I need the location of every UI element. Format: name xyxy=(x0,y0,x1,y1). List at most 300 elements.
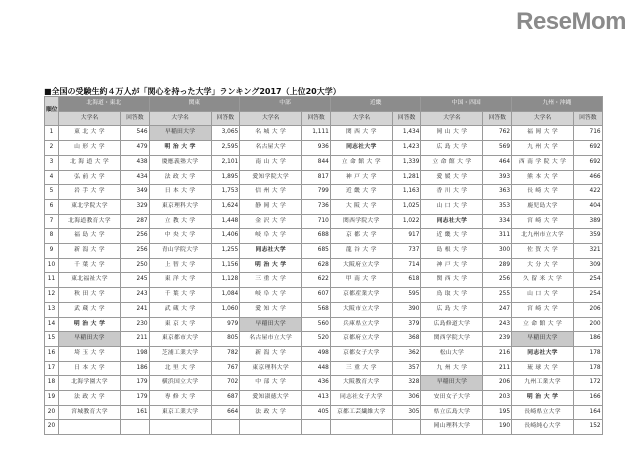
university-name-cell: 立 命 館 大 学 xyxy=(512,317,574,332)
response-count-cell: 799 xyxy=(302,185,331,200)
university-name-cell: 立 命 館 大 学 xyxy=(421,155,483,170)
university-name-cell: 静 岡 大 学 xyxy=(240,199,302,214)
university-name-cell: 東京理科大学 xyxy=(149,199,211,214)
school-column-header: 大学名 xyxy=(330,111,392,126)
rank-cell: 13 xyxy=(45,302,59,317)
university-name-cell: 岡 山 大 学 xyxy=(421,126,483,141)
response-count-cell: 305 xyxy=(392,405,421,420)
table-row xyxy=(45,141,603,156)
university-name-cell: 九 州 大 学 xyxy=(421,361,483,376)
ranking-table xyxy=(44,96,603,435)
university-name-cell: 県立広島大学 xyxy=(421,405,483,420)
rank-cell: 15 xyxy=(45,332,59,347)
response-count-cell: 568 xyxy=(302,302,331,317)
response-count-cell: 243 xyxy=(483,317,512,332)
rank-header: 順位 xyxy=(45,97,59,126)
rank-cell: 12 xyxy=(45,288,59,303)
university-name-cell: 山 口 大 学 xyxy=(512,288,574,303)
university-name-cell: 早稲田大学 xyxy=(59,332,121,347)
university-name-cell: 日 本 大 学 xyxy=(149,185,211,200)
university-name-cell: 佐 賀 大 学 xyxy=(512,244,574,259)
university-name-cell: 九州工業大学 xyxy=(512,376,574,391)
university-name-cell: 横浜国立大学 xyxy=(149,376,211,391)
ranking-body xyxy=(45,126,603,435)
university-name-cell: 同志社大学 xyxy=(512,346,574,361)
response-count-cell: 687 xyxy=(211,391,240,406)
response-count-cell: 190 xyxy=(483,420,512,435)
response-count-cell: 767 xyxy=(211,361,240,376)
university-name-cell: 大 分 大 学 xyxy=(512,258,574,273)
rank-cell: 11 xyxy=(45,273,59,288)
response-count-cell: 390 xyxy=(392,302,421,317)
count-column-header: 回答数 xyxy=(574,111,603,126)
response-count-cell: 363 xyxy=(483,185,512,200)
table-row xyxy=(45,317,603,332)
response-count-cell: 309 xyxy=(574,258,603,273)
response-count-cell: 434 xyxy=(121,170,150,185)
response-count-cell: 211 xyxy=(121,332,150,347)
university-name-cell: 大阪教育大学 xyxy=(330,376,392,391)
response-count-cell xyxy=(211,420,240,435)
table-row xyxy=(45,229,603,244)
response-count-cell: 628 xyxy=(302,258,331,273)
response-count-cell: 692 xyxy=(574,155,603,170)
rank-cell: 10 xyxy=(45,258,59,273)
university-name-cell: 北 里 大 学 xyxy=(149,361,211,376)
university-name-cell: 東京都市大学 xyxy=(149,332,211,347)
response-count-cell: 166 xyxy=(574,391,603,406)
response-count-cell: 702 xyxy=(211,376,240,391)
table-row xyxy=(45,273,603,288)
response-count-cell: 405 xyxy=(302,405,331,420)
response-count-cell: 622 xyxy=(302,273,331,288)
university-name-cell: 三 重 大 学 xyxy=(330,361,392,376)
university-name-cell: 千 葉 大 学 xyxy=(59,258,121,273)
university-name-cell: 東 京 大 学 xyxy=(149,317,211,332)
response-count-cell: 289 xyxy=(483,258,512,273)
response-count-cell: 241 xyxy=(121,302,150,317)
response-count-cell: 206 xyxy=(574,302,603,317)
response-count-cell: 362 xyxy=(392,346,421,361)
university-name-cell: 千 葉 大 学 xyxy=(149,288,211,303)
university-name-cell: 関 西 大 学 xyxy=(330,126,392,141)
response-count-cell: 161 xyxy=(121,405,150,420)
university-name-cell: 早稲田大学 xyxy=(240,317,302,332)
university-name-cell: 京都工芸繊維大学 xyxy=(330,405,392,420)
response-count-cell: 216 xyxy=(483,346,512,361)
university-name-cell: 広 島 大 学 xyxy=(421,302,483,317)
rank-cell: 20 xyxy=(45,405,59,420)
university-name-cell: 立 命 館 大 学 xyxy=(330,155,392,170)
response-count-cell: 1,434 xyxy=(392,126,421,141)
university-name-cell: 埼 玉 大 学 xyxy=(59,346,121,361)
university-name-cell: 宮 崎 大 学 xyxy=(512,214,574,229)
university-name-cell: 近 畿 大 学 xyxy=(421,229,483,244)
university-name-cell: 宮城教育大学 xyxy=(59,405,121,420)
university-name-cell: 京都女子大学 xyxy=(330,346,392,361)
university-name-cell: 松山大学 xyxy=(421,346,483,361)
rank-cell: 17 xyxy=(45,361,59,376)
response-count-cell: 203 xyxy=(483,391,512,406)
response-count-cell: 1,163 xyxy=(392,185,421,200)
response-count-cell: 357 xyxy=(392,361,421,376)
university-name-cell: 武 蔵 大 学 xyxy=(149,302,211,317)
university-name-cell xyxy=(149,420,211,435)
table-row xyxy=(45,258,603,273)
university-name-cell: 京都産業大学 xyxy=(330,288,392,303)
response-count-cell: 321 xyxy=(574,244,603,259)
university-name-cell: 金 沢 大 学 xyxy=(240,214,302,229)
university-name-cell: 愛 媛 大 学 xyxy=(421,170,483,185)
university-name-cell: 岐 阜 大 学 xyxy=(240,229,302,244)
rank-cell: 16 xyxy=(45,346,59,361)
rank-cell: 18 xyxy=(45,376,59,391)
response-count-cell: 737 xyxy=(392,244,421,259)
region-header: 中部 xyxy=(240,97,331,112)
response-count-cell: 334 xyxy=(483,214,512,229)
region-header: 中国・四国 xyxy=(421,97,512,112)
university-name-cell xyxy=(59,420,121,435)
university-name-cell: 愛知淑徳大学 xyxy=(240,391,302,406)
response-count-cell: 710 xyxy=(302,214,331,229)
university-name-cell: 秋 田 大 学 xyxy=(59,288,121,303)
response-count-cell: 1,022 xyxy=(392,214,421,229)
response-count-cell: 379 xyxy=(392,317,421,332)
response-count-cell: 1,423 xyxy=(392,141,421,156)
rank-cell: 7 xyxy=(45,214,59,229)
university-name-cell: 北海道教育大学 xyxy=(59,214,121,229)
response-count-cell: 256 xyxy=(483,273,512,288)
response-count-cell: 1,084 xyxy=(211,288,240,303)
rank-cell: 1 xyxy=(45,126,59,141)
response-count-cell: 436 xyxy=(302,376,331,391)
table-row xyxy=(45,170,603,185)
university-name-cell: 長 崎 大 学 xyxy=(512,185,574,200)
university-name-cell: 名古屋市立大学 xyxy=(240,332,302,347)
response-count-cell: 254 xyxy=(574,288,603,303)
university-name-cell: 福 岡 大 学 xyxy=(512,126,574,141)
rank-cell: 2 xyxy=(45,141,59,156)
university-name-cell: 兵庫県立大学 xyxy=(330,317,392,332)
response-count-cell: 1,281 xyxy=(392,170,421,185)
university-name-cell: 西 南 学 院 大 学 xyxy=(512,155,574,170)
response-count-cell: 817 xyxy=(302,170,331,185)
university-name-cell: 岡山理科大学 xyxy=(421,420,483,435)
rank-cell: 3 xyxy=(45,155,59,170)
university-name-cell: 同志社女子大学 xyxy=(330,391,392,406)
table-row xyxy=(45,391,603,406)
university-name-cell: 東京工業大学 xyxy=(149,405,211,420)
university-name-cell: 専 修 大 学 xyxy=(149,391,211,406)
table-row xyxy=(45,346,603,361)
response-count-cell: 714 xyxy=(392,258,421,273)
university-name-cell: 大阪市立大学 xyxy=(330,302,392,317)
region-header-row xyxy=(45,97,603,112)
response-count-cell xyxy=(302,420,331,435)
region-header: 九州・沖縄 xyxy=(512,97,603,112)
university-name-cell: 東 北 大 学 xyxy=(59,126,121,141)
response-count-cell xyxy=(121,420,150,435)
response-count-cell: 1,128 xyxy=(211,273,240,288)
school-column-header: 大学名 xyxy=(59,111,121,126)
university-name-cell: 広 島 大 学 xyxy=(421,141,483,156)
response-count-cell: 569 xyxy=(483,141,512,156)
response-count-cell: 692 xyxy=(574,141,603,156)
response-count-cell: 311 xyxy=(483,229,512,244)
response-count-cell: 2,595 xyxy=(211,141,240,156)
response-count-cell: 1,895 xyxy=(211,170,240,185)
response-count-cell: 2,101 xyxy=(211,155,240,170)
response-count-cell: 245 xyxy=(121,273,150,288)
region-header: 北海道・東北 xyxy=(59,97,150,112)
table-title: ■全国の受験生約４万人が「関心を持った大学」ランキング2017（上位20大学） xyxy=(44,87,341,96)
response-count-cell: 1,111 xyxy=(302,126,331,141)
university-name-cell: 法 政 大 学 xyxy=(59,391,121,406)
response-count-cell: 206 xyxy=(483,376,512,391)
university-name-cell: 大阪府立大学 xyxy=(330,258,392,273)
response-count-cell: 393 xyxy=(483,170,512,185)
university-name-cell: 武 蔵 大 学 xyxy=(59,302,121,317)
university-name-cell: 青山学院大学 xyxy=(149,244,211,259)
table-row xyxy=(45,199,603,214)
table-row xyxy=(45,185,603,200)
response-count-cell: 607 xyxy=(302,288,331,303)
count-column-header: 回答数 xyxy=(392,111,421,126)
university-name-cell: 岐 阜 大 学 xyxy=(240,288,302,303)
response-count-cell: 464 xyxy=(483,155,512,170)
university-name-cell: 北九州市立大学 xyxy=(512,229,574,244)
response-count-cell: 413 xyxy=(302,391,331,406)
response-count-cell: 805 xyxy=(211,332,240,347)
response-count-cell: 422 xyxy=(574,185,603,200)
response-count-cell: 186 xyxy=(574,332,603,347)
response-count-cell: 329 xyxy=(121,199,150,214)
response-count-cell: 198 xyxy=(121,346,150,361)
response-count-cell: 254 xyxy=(574,273,603,288)
university-name-cell: 慶應義塾大学 xyxy=(149,155,211,170)
university-name-cell: 東北学院大学 xyxy=(59,199,121,214)
university-name-cell: 島 根 大 学 xyxy=(421,244,483,259)
university-name-cell: 同志社大学 xyxy=(240,244,302,259)
university-name-cell: 九 州 大 学 xyxy=(512,141,574,156)
university-name-cell: 関西学院大学 xyxy=(330,214,392,229)
response-count-cell: 211 xyxy=(483,361,512,376)
table-row xyxy=(45,332,603,347)
school-column-header: 大学名 xyxy=(512,111,574,126)
response-count-cell: 178 xyxy=(574,346,603,361)
university-name-cell: 北海学園大学 xyxy=(59,376,121,391)
school-column-header: 大学名 xyxy=(421,111,483,126)
university-name-cell: 大 阪 大 学 xyxy=(330,199,392,214)
university-name-cell: 中 部 大 学 xyxy=(240,376,302,391)
university-name-cell: 長崎県立大学 xyxy=(512,405,574,420)
university-name-cell: 愛知学院大学 xyxy=(240,170,302,185)
university-name-cell: 明 治 大 学 xyxy=(512,391,574,406)
response-count-cell: 448 xyxy=(302,361,331,376)
university-name-cell: 弘 前 大 学 xyxy=(59,170,121,185)
response-count-cell: 195 xyxy=(483,405,512,420)
response-count-cell: 546 xyxy=(121,126,150,141)
table-row xyxy=(45,361,603,376)
response-count-cell: 306 xyxy=(392,391,421,406)
university-name-cell: 宮 崎 大 学 xyxy=(512,302,574,317)
university-name-cell: 愛 知 大 学 xyxy=(240,302,302,317)
rank-cell: 8 xyxy=(45,229,59,244)
rank-cell: 4 xyxy=(45,170,59,185)
university-name-cell: 早稲田大学 xyxy=(421,376,483,391)
university-name-cell: 明 治 大 学 xyxy=(240,258,302,273)
response-count-cell: 618 xyxy=(392,273,421,288)
table-row xyxy=(45,155,603,170)
university-name-cell: 神 戸 大 学 xyxy=(330,170,392,185)
university-name-cell: 長崎純心大学 xyxy=(512,420,574,435)
university-name-cell: 信 州 大 学 xyxy=(240,185,302,200)
rank-cell: 19 xyxy=(45,391,59,406)
university-name-cell: 神 戸 大 学 xyxy=(421,258,483,273)
university-name-cell: 明 治 大 学 xyxy=(59,317,121,332)
response-count-cell: 389 xyxy=(574,214,603,229)
response-count-cell: 936 xyxy=(302,141,331,156)
university-name-cell: 鹿児島大学 xyxy=(512,199,574,214)
university-name-cell: 上 智 大 学 xyxy=(149,258,211,273)
university-name-cell: 東 洋 大 学 xyxy=(149,273,211,288)
response-count-cell: 782 xyxy=(211,346,240,361)
response-count-cell: 1,339 xyxy=(392,155,421,170)
university-name-cell: 山 口 大 学 xyxy=(421,199,483,214)
university-name-cell: 名古屋大学 xyxy=(240,141,302,156)
response-count-cell: 762 xyxy=(483,126,512,141)
university-name-cell: 中 央 大 学 xyxy=(149,229,211,244)
rank-cell: 14 xyxy=(45,317,59,332)
response-count-cell: 300 xyxy=(483,244,512,259)
university-name-cell: 早稲田大学 xyxy=(149,126,211,141)
university-name-cell: 芝浦工業大学 xyxy=(149,346,211,361)
response-count-cell: 164 xyxy=(574,405,603,420)
response-count-cell xyxy=(392,420,421,435)
university-name-cell: 福 島 大 学 xyxy=(59,229,121,244)
university-name-cell: 日 本 大 学 xyxy=(59,361,121,376)
rank-cell: 5 xyxy=(45,185,59,200)
response-count-cell: 255 xyxy=(483,288,512,303)
response-count-cell: 736 xyxy=(302,199,331,214)
university-name-cell: 香 川 大 学 xyxy=(421,185,483,200)
response-count-cell: 844 xyxy=(302,155,331,170)
university-name-cell: 三 重 大 学 xyxy=(240,273,302,288)
university-name-cell: 関西学院大学 xyxy=(421,332,483,347)
table-row xyxy=(45,244,603,259)
response-count-cell: 520 xyxy=(302,332,331,347)
response-count-cell: 239 xyxy=(483,332,512,347)
response-count-cell: 685 xyxy=(302,244,331,259)
rank-cell: 9 xyxy=(45,244,59,259)
response-count-cell: 250 xyxy=(121,258,150,273)
response-count-cell: 917 xyxy=(392,229,421,244)
university-name-cell: 同志社大学 xyxy=(421,214,483,229)
response-count-cell: 1,255 xyxy=(211,244,240,259)
university-name-cell: 近 畿 大 学 xyxy=(330,185,392,200)
university-name-cell: 北 海 道 大 学 xyxy=(59,155,121,170)
university-name-cell: 広島修道大学 xyxy=(421,317,483,332)
response-count-cell: 349 xyxy=(121,185,150,200)
response-count-cell: 287 xyxy=(121,214,150,229)
response-count-cell: 1,025 xyxy=(392,199,421,214)
response-count-cell: 466 xyxy=(574,170,603,185)
column-header-row xyxy=(45,111,603,126)
response-count-cell: 1,406 xyxy=(211,229,240,244)
response-count-cell: 498 xyxy=(302,346,331,361)
response-count-cell: 179 xyxy=(121,391,150,406)
university-name-cell: 早稲田大学 xyxy=(512,332,574,347)
response-count-cell: 1,448 xyxy=(211,214,240,229)
university-name-cell: 南 山 大 学 xyxy=(240,155,302,170)
table-row xyxy=(45,126,603,141)
university-name-cell: 岩 手 大 学 xyxy=(59,185,121,200)
school-column-header: 大学名 xyxy=(240,111,302,126)
university-name-cell: 東北福祉大学 xyxy=(59,273,121,288)
university-name-cell: 法 政 大 学 xyxy=(149,170,211,185)
table-row xyxy=(45,405,603,420)
response-count-cell: 979 xyxy=(211,317,240,332)
count-column-header: 回答数 xyxy=(211,111,240,126)
response-count-cell: 256 xyxy=(121,244,150,259)
university-name-cell: 明 治 大 学 xyxy=(149,141,211,156)
response-count-cell: 688 xyxy=(302,229,331,244)
response-count-cell: 479 xyxy=(121,141,150,156)
university-name-cell: 京 都 大 学 xyxy=(330,229,392,244)
count-column-header: 回答数 xyxy=(302,111,331,126)
university-name-cell xyxy=(240,420,302,435)
university-name-cell: 新 潟 大 学 xyxy=(240,346,302,361)
response-count-cell: 368 xyxy=(392,332,421,347)
response-count-cell: 1,624 xyxy=(211,199,240,214)
response-count-cell: 200 xyxy=(574,317,603,332)
response-count-cell: 595 xyxy=(392,288,421,303)
university-name-cell: 法 政 大 学 xyxy=(240,405,302,420)
university-name-cell: 龍 谷 大 学 xyxy=(330,244,392,259)
response-count-cell: 179 xyxy=(121,376,150,391)
response-count-cell: 256 xyxy=(121,229,150,244)
university-name-cell: 名 城 大 学 xyxy=(240,126,302,141)
response-count-cell: 404 xyxy=(574,199,603,214)
response-count-cell: 178 xyxy=(574,361,603,376)
table-row xyxy=(45,376,603,391)
university-name-cell: 甲 南 大 学 xyxy=(330,273,392,288)
university-name-cell: 久 留 米 大 学 xyxy=(512,273,574,288)
table-row xyxy=(45,214,603,229)
university-name-cell: 琉 球 大 学 xyxy=(512,361,574,376)
response-count-cell: 186 xyxy=(121,361,150,376)
table-row xyxy=(45,288,603,303)
count-column-header: 回答数 xyxy=(121,111,150,126)
response-count-cell: 359 xyxy=(574,229,603,244)
region-header: 関東 xyxy=(149,97,240,112)
response-count-cell: 3,065 xyxy=(211,126,240,141)
response-count-cell: 716 xyxy=(574,126,603,141)
response-count-cell: 1,156 xyxy=(211,258,240,273)
region-header: 近畿 xyxy=(330,97,421,112)
response-count-cell: 560 xyxy=(302,317,331,332)
university-name-cell: 安田女子大学 xyxy=(421,391,483,406)
university-name-cell: 新 潟 大 学 xyxy=(59,244,121,259)
response-count-cell: 664 xyxy=(211,405,240,420)
response-count-cell: 328 xyxy=(392,376,421,391)
university-name-cell: 熊 本 大 学 xyxy=(512,170,574,185)
university-name-cell: 関 西 大 学 xyxy=(421,273,483,288)
university-name-cell: 東京理科大学 xyxy=(240,361,302,376)
school-column-header: 大学名 xyxy=(149,111,211,126)
university-name-cell: 鳥 取 大 学 xyxy=(421,288,483,303)
response-count-cell: 1,060 xyxy=(211,302,240,317)
